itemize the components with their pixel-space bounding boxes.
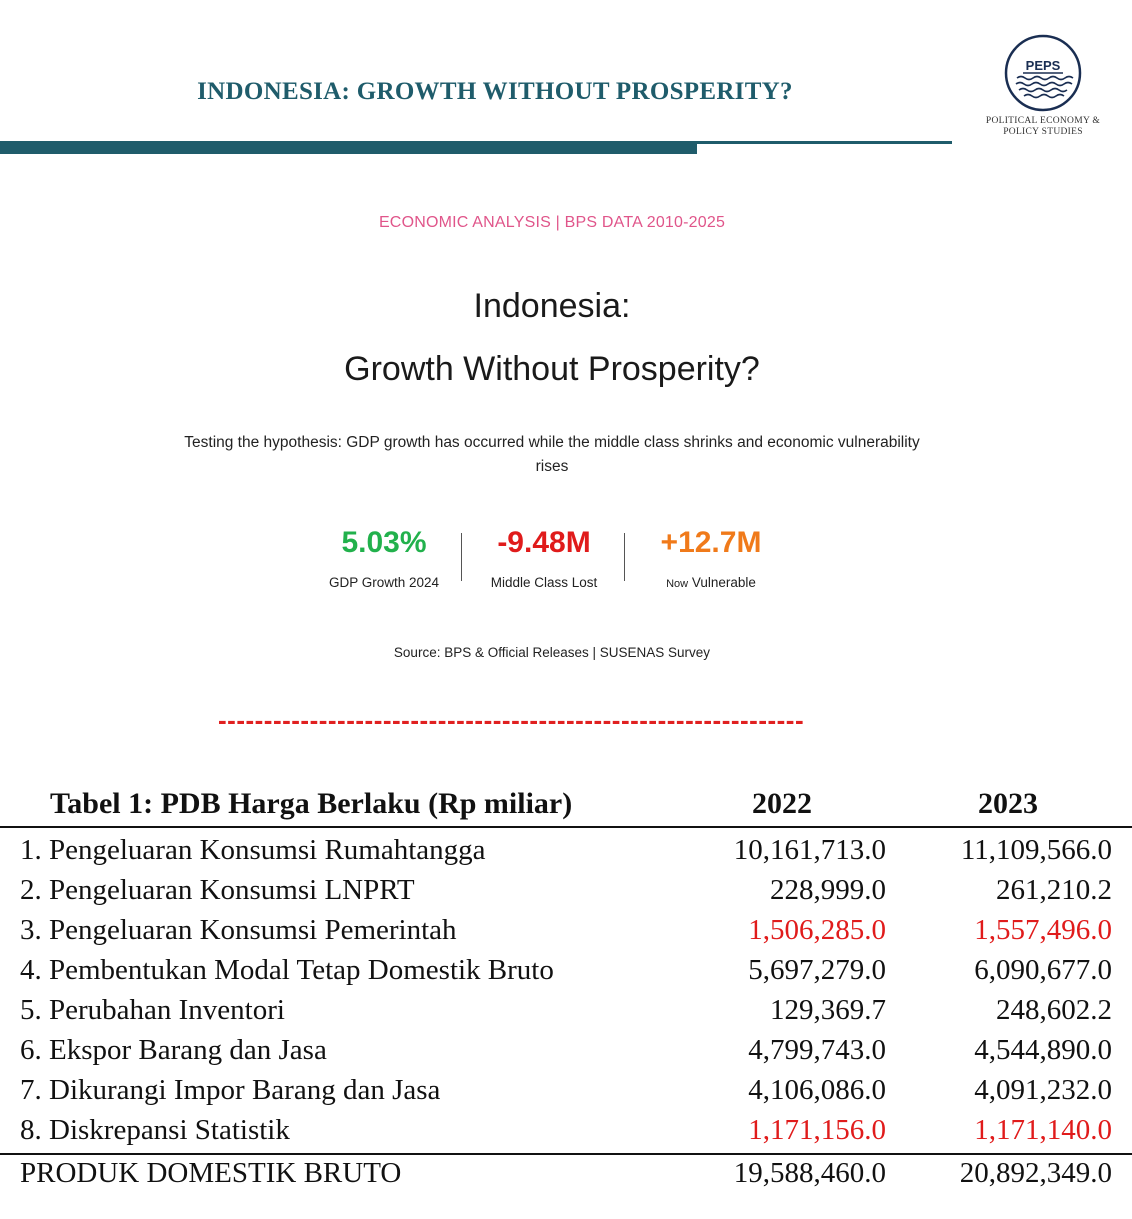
table-total-row bbox=[0, 1157, 1132, 1197]
table-row bbox=[0, 914, 1132, 954]
table-row bbox=[0, 834, 1132, 874]
stat-label: GDP Growth 2024 bbox=[328, 575, 440, 590]
logo-caption-line2: POLICY STUDIES bbox=[1003, 127, 1083, 137]
logo-wordmark: PEPS bbox=[1025, 58, 1061, 73]
value-2023: 1,557,496.0 bbox=[974, 914, 1112, 946]
table-col-2023: 2023 bbox=[978, 787, 1038, 820]
stat-divider bbox=[461, 533, 462, 581]
row-label: 8. Diskrepansi Statistik bbox=[20, 1114, 290, 1146]
value-2022: 4,799,743.0 bbox=[748, 1034, 886, 1066]
section-kicker: ECONOMIC ANALYSIS | BPS DATA 2010-2025 bbox=[378, 214, 726, 231]
value-2022: 4,106,086.0 bbox=[748, 1074, 886, 1106]
stat-now-vulnerable bbox=[640, 525, 782, 590]
stat-value: 5.03% bbox=[341, 526, 427, 559]
header-rule-thick bbox=[0, 144, 697, 154]
page-title bbox=[0, 275, 1104, 401]
dashed-separator: ---------------------------------------------------------------- bbox=[218, 705, 805, 735]
row-label: 1. Pengeluaran Konsumsi Rumahtangga bbox=[20, 834, 486, 866]
value-2023: 11,109,566.0 bbox=[960, 834, 1112, 866]
stat-label bbox=[640, 575, 782, 590]
value-2022: 5,697,279.0 bbox=[748, 954, 886, 986]
value-2022: 10,161,713.0 bbox=[733, 834, 886, 866]
logo-caption bbox=[975, 116, 1111, 138]
value-2023: 248,602.2 bbox=[996, 994, 1112, 1026]
row-label: 5. Perubahan Inventori bbox=[20, 994, 285, 1026]
table-total-rule bbox=[0, 1153, 1132, 1155]
table-header-rule bbox=[0, 826, 1132, 828]
value-2022: 129,369.7 bbox=[770, 994, 886, 1026]
stat-label: Middle Class Lost bbox=[490, 575, 598, 590]
stat-gdp-growth bbox=[318, 525, 450, 590]
table-row bbox=[0, 874, 1132, 914]
total-value-2022: 19,588,460.0 bbox=[733, 1157, 886, 1189]
stat-label-prefix: Now bbox=[666, 578, 689, 590]
table-row bbox=[0, 994, 1132, 1034]
peps-logo-icon bbox=[1003, 33, 1083, 113]
row-label: 4. Pembentukan Modal Tetap Domestik Bruto bbox=[20, 954, 554, 986]
value-2023: 4,091,232.0 bbox=[974, 1074, 1112, 1106]
table-row bbox=[0, 1114, 1132, 1154]
value-2022: 228,999.0 bbox=[770, 874, 886, 906]
hypothesis-text: Testing the hypothesis: GDP growth has occurred while the middle class shrinks and economic vulnerability rises bbox=[184, 434, 920, 475]
table-title: Tabel 1: PDB Harga Berlaku (Rp miliar) bbox=[50, 787, 573, 820]
logo-caption-line1: POLITICAL ECONOMY & bbox=[985, 116, 1101, 126]
table-row bbox=[0, 1034, 1132, 1074]
report-header-title: INDONESIA: GROWTH WITHOUT PROSPERITY? bbox=[197, 78, 793, 105]
source-note: Source: BPS & Official Releases | SUSENAS Survey bbox=[393, 645, 711, 660]
row-label: 2. Pengeluaran Konsumsi LNPRT bbox=[20, 874, 415, 906]
stat-value: -9.48M bbox=[497, 526, 591, 559]
key-stats bbox=[0, 525, 1104, 595]
value-2023: 1,171,140.0 bbox=[974, 1114, 1112, 1146]
stat-middle-class-lost bbox=[474, 525, 614, 590]
value-2023: 261,210.2 bbox=[996, 874, 1112, 906]
total-label: PRODUK DOMESTIK BRUTO bbox=[20, 1157, 402, 1189]
stat-divider bbox=[624, 533, 625, 581]
row-label: 6. Ekspor Barang dan Jasa bbox=[20, 1034, 327, 1066]
value-2022: 1,171,156.0 bbox=[748, 1114, 886, 1146]
total-value-2023: 20,892,349.0 bbox=[959, 1157, 1112, 1189]
table-row bbox=[0, 1074, 1132, 1114]
title-line-2: Growth Without Prosperity? bbox=[344, 350, 760, 388]
row-label: 7. Dikurangi Impor Barang dan Jasa bbox=[20, 1074, 441, 1106]
title-line-1: Indonesia: bbox=[473, 287, 631, 325]
value-2022: 1,506,285.0 bbox=[748, 914, 886, 946]
table-col-2022: 2022 bbox=[752, 787, 812, 820]
stat-value: +12.7M bbox=[660, 526, 762, 559]
stat-label-main: Vulnerable bbox=[691, 575, 756, 590]
row-label: 3. Pengeluaran Konsumsi Pemerintah bbox=[20, 914, 457, 946]
table-row bbox=[0, 954, 1132, 994]
value-2023: 4,544,890.0 bbox=[974, 1034, 1112, 1066]
value-2023: 6,090,677.0 bbox=[974, 954, 1112, 986]
